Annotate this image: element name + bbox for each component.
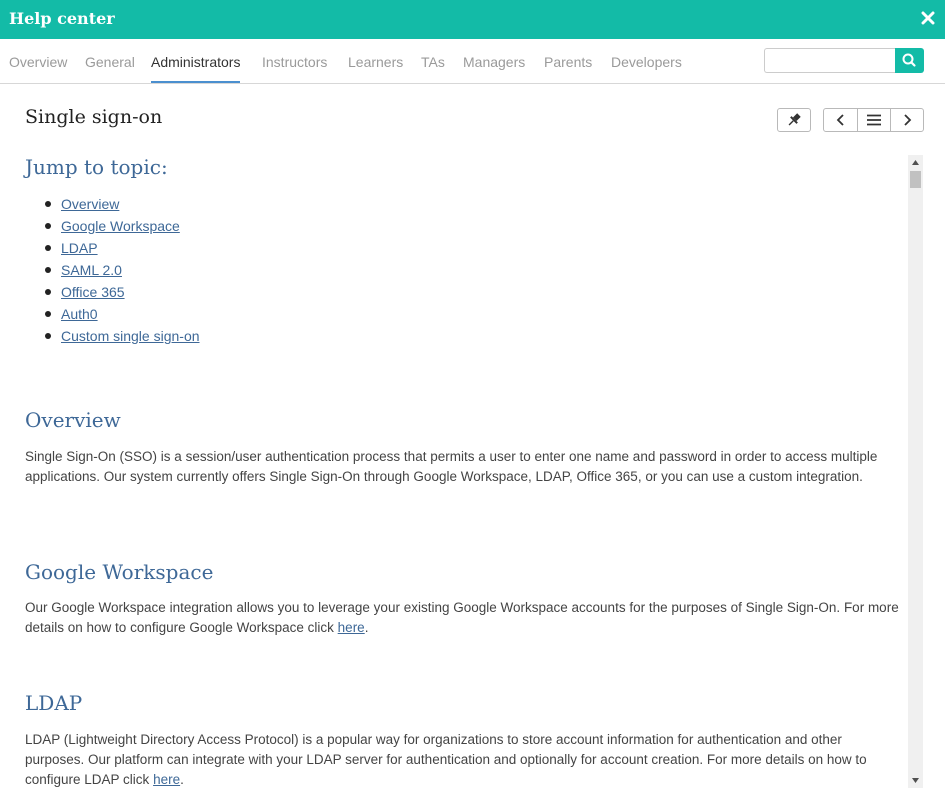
ldap-heading: LDAP xyxy=(25,691,83,715)
list-item xyxy=(25,325,200,347)
overview-text: Single Sign-On (SSO) is a session/user authentication process that permits a user to enter one name and password in order to access multiple applications. Our system currently offers Single Sign-On through Google Workspace, LDAP, Office 365, or you can use a custom integration. xyxy=(25,449,878,484)
list-item xyxy=(25,215,200,237)
list-item xyxy=(25,281,200,303)
jump-to-topic-heading: Jump to topic: xyxy=(25,155,168,179)
topic-list xyxy=(25,193,200,347)
ldap-tail: . xyxy=(180,772,184,787)
scrollbar[interactable] xyxy=(908,155,923,788)
topic-link-auth0[interactable]: Auth0 xyxy=(61,306,98,322)
ldap-body: LDAP (Lightweight Directory Access Protocol) is a popular way for organizations to store account information for authentication and other purposes. Our platform can integrate with your LDAP server for authentication and optionally for account creation. For more details on how to configure LDAP click xyxy=(25,732,867,787)
topic-link-office-365[interactable]: Office 365 xyxy=(61,284,125,300)
tab-learners[interactable]: Learners xyxy=(348,54,404,70)
previous-button[interactable] xyxy=(824,109,857,131)
search-icon xyxy=(895,48,924,73)
tab-tas[interactable]: TAs xyxy=(421,54,445,70)
list-item xyxy=(25,237,200,259)
pin-button[interactable] xyxy=(777,108,811,132)
page-title: Single sign-on xyxy=(25,106,163,128)
google-workspace-tail: . xyxy=(364,620,369,635)
scroll-up-arrow[interactable] xyxy=(908,155,923,170)
google-workspace-body: Our Google Workspace integration allows you to leverage your existing Google Workspace accounts for the purposes of Single Sign-On. For more details on how to configure Google Workspace click xyxy=(25,600,899,635)
window-title: Help center xyxy=(9,9,115,28)
tab-administrators[interactable]: Administrators xyxy=(151,54,241,70)
topic-link-custom-sso[interactable]: Custom single sign-on xyxy=(61,328,200,344)
chevron-right-icon xyxy=(891,109,924,131)
search-input[interactable] xyxy=(764,48,895,73)
menu-icon xyxy=(858,109,890,131)
tab-parents[interactable]: Parents xyxy=(544,54,593,70)
pin-icon xyxy=(778,109,810,131)
google-workspace-here-link[interactable]: here xyxy=(337,620,365,635)
scroll-down-arrow[interactable] xyxy=(908,773,923,788)
chevron-left-icon xyxy=(824,109,857,131)
next-button[interactable] xyxy=(891,109,924,131)
tab-instructors[interactable]: Instructors xyxy=(262,54,328,70)
title-bar xyxy=(0,0,945,39)
topic-link-google-workspace[interactable]: Google Workspace xyxy=(61,218,180,234)
article-content xyxy=(0,150,908,801)
google-workspace-text xyxy=(25,598,900,638)
tab-developers[interactable]: Developers xyxy=(611,54,682,70)
list-item xyxy=(25,303,200,325)
overview-heading: Overview xyxy=(25,408,121,432)
ldap-text xyxy=(25,730,900,790)
list-item xyxy=(25,259,200,281)
scrollbar-thumb[interactable] xyxy=(910,171,921,188)
tab-managers[interactable]: Managers xyxy=(463,54,526,70)
topic-link-ldap[interactable]: LDAP xyxy=(61,240,98,256)
close-icon[interactable] xyxy=(920,8,936,28)
tab-general[interactable]: General xyxy=(85,54,135,70)
article-navigation xyxy=(823,108,924,132)
search-button[interactable] xyxy=(895,48,924,73)
topic-link-overview[interactable]: Overview xyxy=(61,196,120,212)
topics-menu-button[interactable] xyxy=(857,109,891,131)
google-workspace-heading: Google Workspace xyxy=(25,560,214,584)
tab-overview[interactable]: Overview xyxy=(9,54,68,70)
list-item xyxy=(25,193,200,215)
topic-link-saml[interactable]: SAML 2.0 xyxy=(61,262,122,278)
ldap-here-link[interactable]: here xyxy=(153,772,181,787)
